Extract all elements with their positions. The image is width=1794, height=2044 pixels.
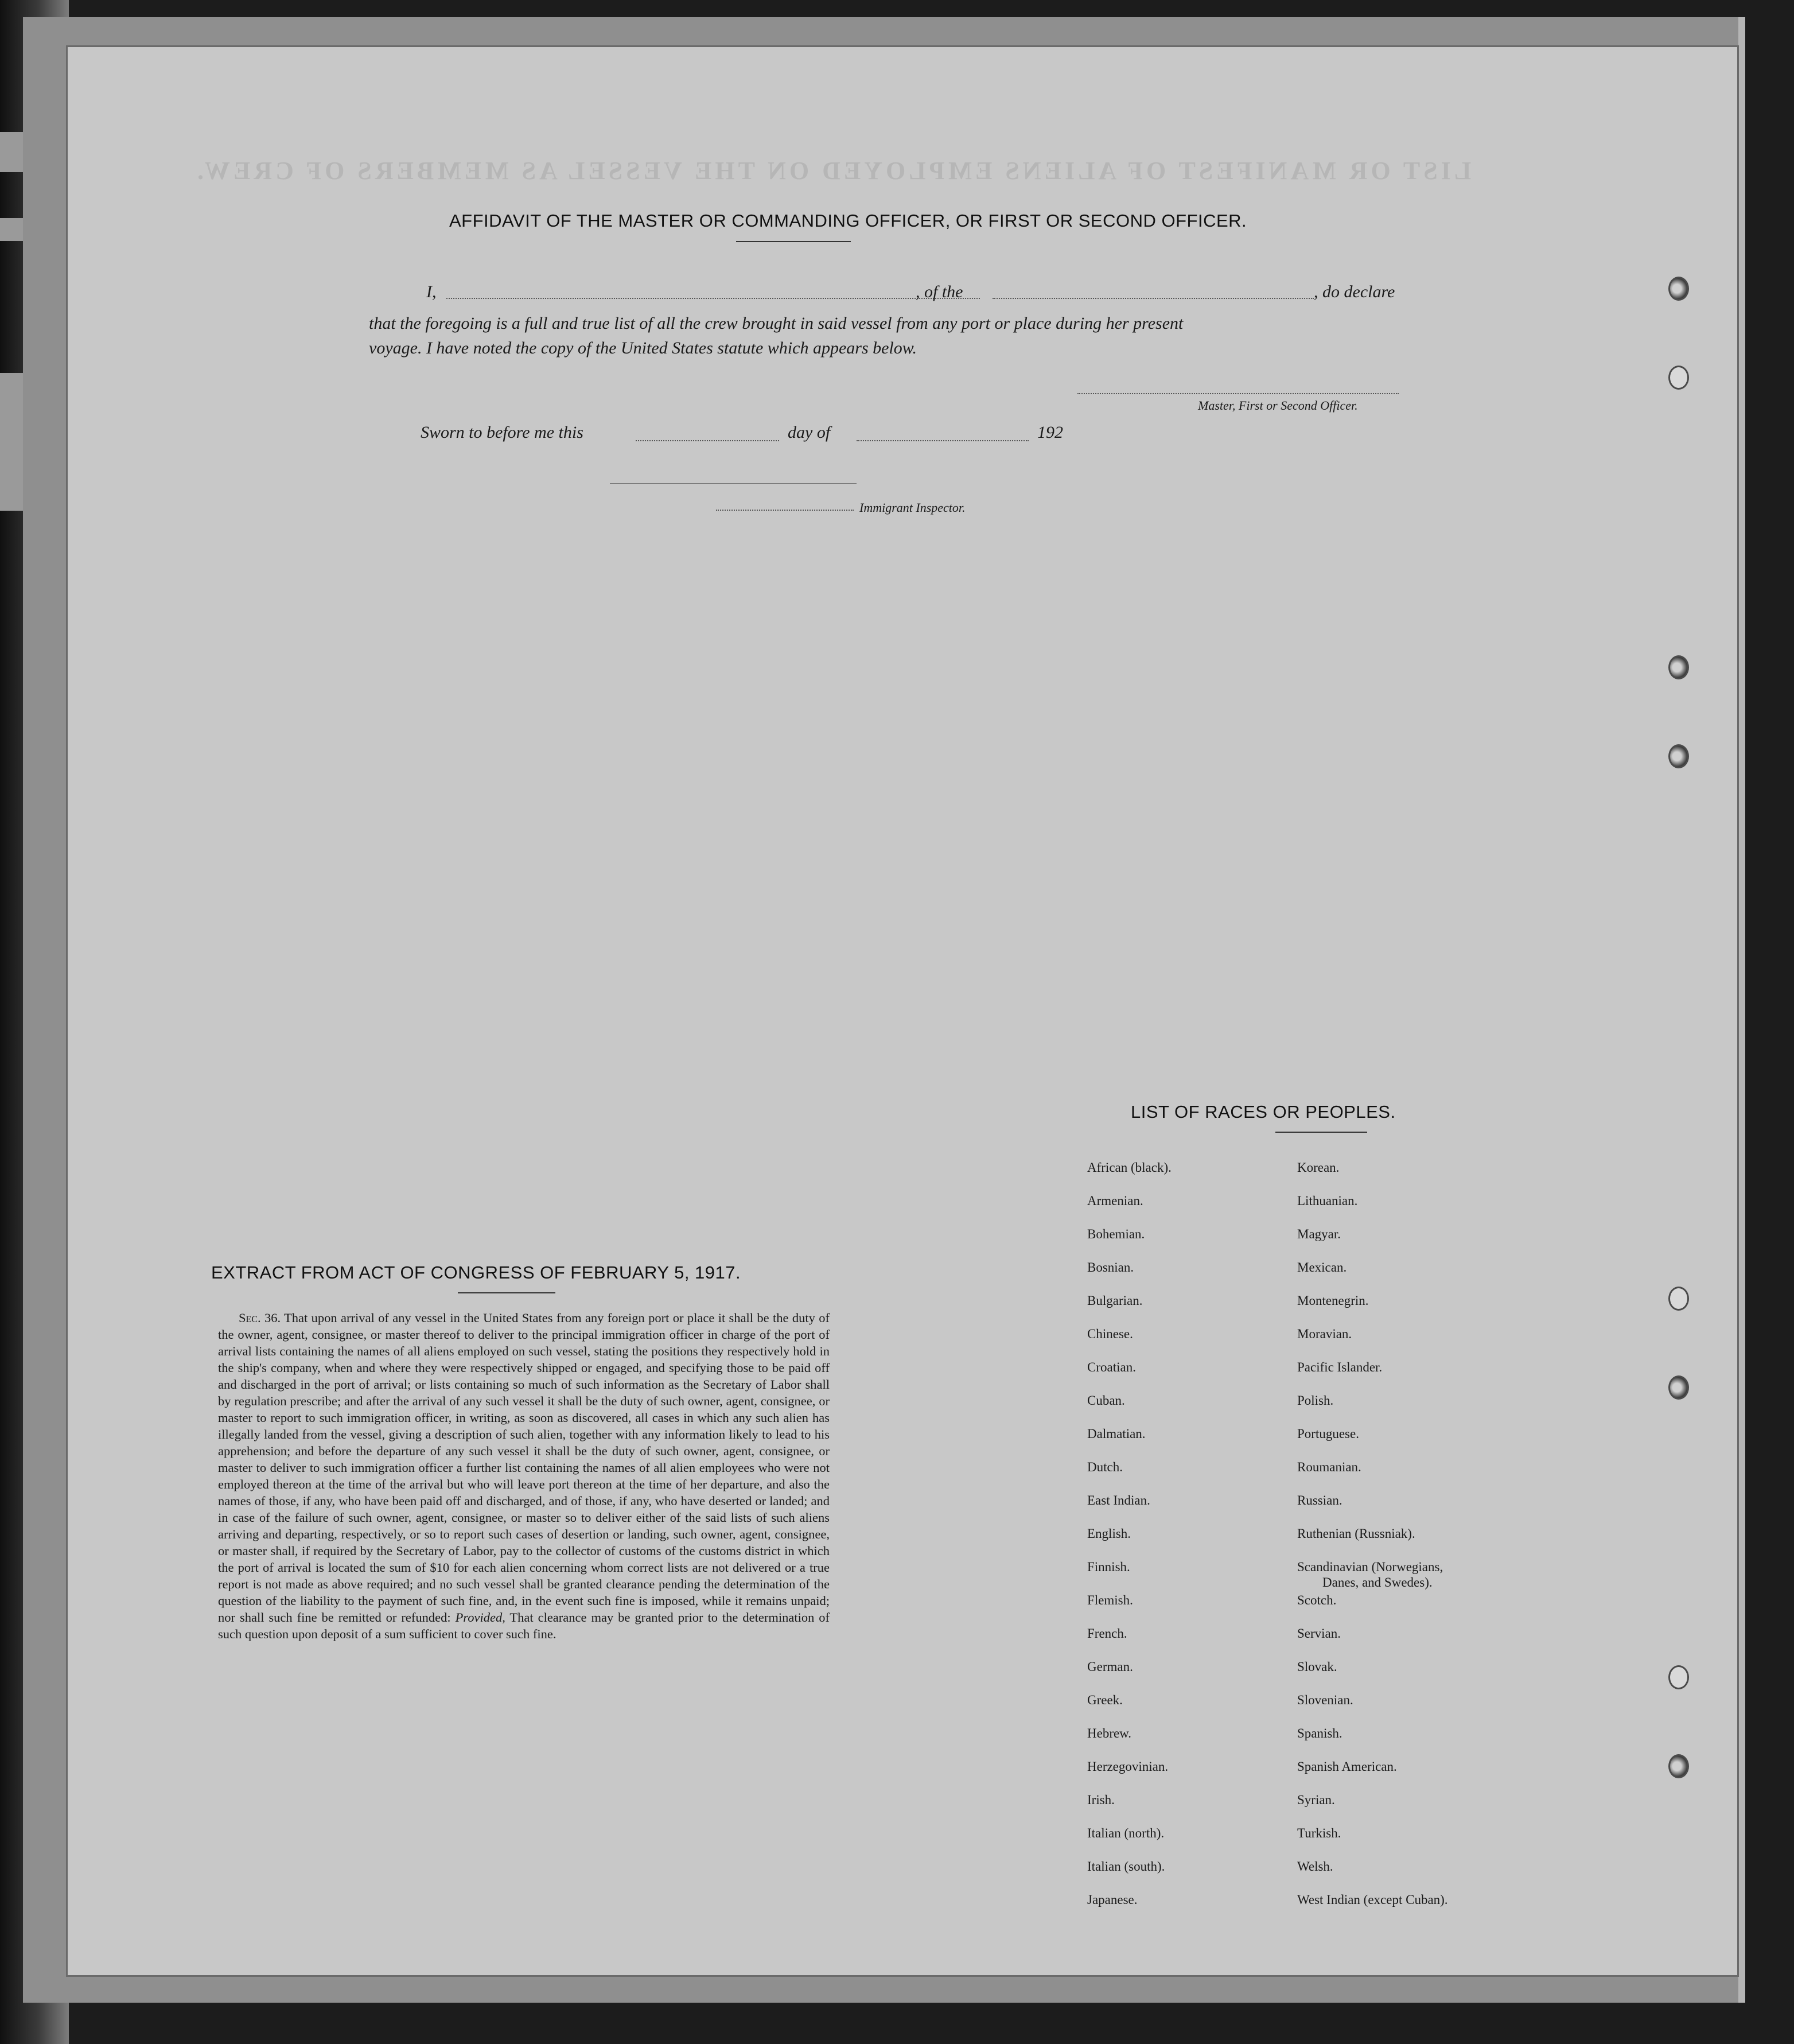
punch-hole: [1668, 655, 1689, 679]
race-item: Mexican.: [1297, 1260, 1347, 1274]
section-number: Sec. 36.: [239, 1311, 281, 1325]
inspector-label: Immigrant Inspector.: [859, 500, 966, 515]
sworn-year: 192: [1037, 423, 1063, 442]
race-item: German.: [1087, 1660, 1133, 1674]
race-item: Turkish.: [1297, 1826, 1341, 1840]
race-item: Montenegrin.: [1297, 1293, 1369, 1308]
vessel-name-field[interactable]: [993, 298, 1314, 299]
race-item: Welsh.: [1297, 1859, 1333, 1874]
race-item: Armenian.: [1087, 1194, 1143, 1208]
race-item: Bosnian.: [1087, 1260, 1134, 1274]
affidavit-line2: that the foregoing is a full and true list of all the crew brought in said vessel from any port or place during her present: [369, 314, 1184, 333]
race-item: Roumanian.: [1297, 1460, 1361, 1474]
race-item: Polish.: [1297, 1393, 1334, 1408]
race-item: Ruthenian (Russniak).: [1297, 1526, 1415, 1541]
race-item: Magyar.: [1297, 1227, 1341, 1241]
race-item: Pacific Islander.: [1297, 1360, 1383, 1374]
races-heading: LIST OF RACES OR PEOPLES.: [1131, 1102, 1396, 1122]
race-item: Scotch.: [1297, 1593, 1337, 1607]
extract-body: [218, 1309, 830, 1642]
race-item: Korean.: [1297, 1160, 1340, 1175]
sworn-day-label: day of: [788, 423, 831, 442]
master-signature-field[interactable]: [1077, 393, 1399, 394]
punch-hole: [1668, 277, 1689, 301]
race-item: Scandinavian (Norwegians,: [1297, 1560, 1443, 1574]
punch-hole: [1668, 1375, 1689, 1400]
master-label: Master, First or Second Officer.: [1198, 398, 1358, 413]
race-item: Syrian.: [1297, 1793, 1335, 1807]
sworn-month-field[interactable]: [857, 440, 1029, 441]
race-item: Spanish.: [1297, 1726, 1342, 1740]
affidavit-line1-start: I,: [426, 282, 437, 301]
race-item: Flemish.: [1087, 1593, 1133, 1607]
race-item: Lithuanian.: [1297, 1194, 1358, 1208]
race-item: Dutch.: [1087, 1460, 1123, 1474]
race-item: Bulgarian.: [1087, 1293, 1143, 1308]
race-item: Croatian.: [1087, 1360, 1136, 1374]
race-item: Hebrew.: [1087, 1726, 1132, 1740]
race-item: Greek.: [1087, 1693, 1123, 1707]
race-item: Dalmatian.: [1087, 1427, 1146, 1441]
race-item: Cuban.: [1087, 1393, 1125, 1408]
extract-text-a: That upon arrival of any vessel in the United States from any foreign port or place it shall be the duty of the owner, agent, consignee, or master thereof to deliver to the principal immigration officer in charge of the port of arrival lists containing the names of all aliens employed on such vessel, stating the positions they respectively hold in the ship's company, when and where they were respectively shipped or engaged, and specifying those to be paid off and discharged in the port of arrival; or lists containing so much of such information as the Secretary of Labor shall by regulation prescribe; and after the arrival of any such vessel it shall be the duty of such owner, agent, consignee, or master to report to such immigration officer, in writing, as soon as discovered, all cases in which any such alien has illegally landed from the vessel, giving a description of such alien, together with any information likely to lead to his apprehension; and before the departure of any such vessel it shall be the duty of such owner, agent, consignee, or master to deliver to such immigration officer a further list containing the names of all alien employees who were not employed thereon at the time of the arrival but who will leave port thereon at the time of her departure, and also the names of those, if any, who have been paid off and discharged, and of those, if any, who have deserted or landed; and in case of the failure of such owner, agent, consignee, or master so to deliver either of the said lists of such aliens arriving and departing, respectively, or so to report such cases of desertion or landing, such owner, agent, consignee, or master shall, if required by the Secretary of Labor, pay to the collector of customs of the customs district in which the port of arrival is located the sum of $10 for each alien concerning whom correct lists are not delivered or a true report is not made as above required; and no such vessel shall be granted clearance pending the determination of the question of the liability to the payment of such fine, and, in the event such fine is imposed, while it remains unpaid; nor shall such fine be remitted or refunded:: [218, 1311, 830, 1625]
extract-heading-rule: [458, 1292, 555, 1293]
affidavit-line1-mid: , of the: [916, 282, 963, 301]
extract-text-b: That clearance may be granted prior to the determination of such question upon deposit of a sum sufficient to cover such fine.: [218, 1610, 830, 1641]
bleed-through-header: LIST OR MANIFEST OF ALIENS EMPLOYED ON THE VESSEL AS MEMBERS OF CREW.: [194, 157, 1472, 185]
affidavit-heading: AFFIDAVIT OF THE MASTER OR COMMANDING OFFICER, OR FIRST OR SECOND OFFICER.: [449, 211, 1247, 231]
race-item: African (black).: [1087, 1160, 1172, 1175]
race-item: East Indian.: [1087, 1493, 1150, 1507]
manifest-page: [68, 47, 1737, 1975]
inspector-signature-field[interactable]: [716, 510, 854, 511]
race-item: Slovak.: [1297, 1660, 1337, 1674]
master-name-field[interactable]: [446, 298, 980, 299]
race-item: English.: [1087, 1526, 1131, 1541]
sworn-start: Sworn to before me this: [421, 423, 583, 442]
affidavit-line1-end: , do declare: [1314, 282, 1395, 301]
race-item: Irish.: [1087, 1793, 1115, 1807]
race-item: Japanese.: [1087, 1893, 1138, 1907]
race-item: West Indian (except Cuban).: [1297, 1893, 1448, 1907]
race-item: Moravian.: [1297, 1327, 1352, 1341]
sworn-day-field[interactable]: [636, 440, 779, 441]
race-item: Spanish American.: [1297, 1759, 1397, 1774]
race-item: Bohemian.: [1087, 1227, 1145, 1241]
punch-hole: [1668, 744, 1689, 768]
punch-hole: [1668, 1287, 1689, 1311]
punch-hole: [1668, 366, 1689, 390]
races-heading-rule: [1275, 1132, 1367, 1133]
race-item: Herzegovinian.: [1087, 1759, 1169, 1774]
race-item: French.: [1087, 1626, 1127, 1641]
affidavit-line3: voyage. I have noted the copy of the United States statute which appears below.: [369, 339, 917, 357]
race-item: Servian.: [1297, 1626, 1341, 1641]
race-item: Finnish.: [1087, 1560, 1130, 1574]
punch-hole: [1668, 1754, 1689, 1778]
provided-word: Provided,: [455, 1610, 505, 1625]
race-item: Italian (north).: [1087, 1826, 1165, 1840]
race-item-continuation: Danes, and Swedes).: [1322, 1575, 1433, 1590]
race-item: Italian (south).: [1087, 1859, 1165, 1874]
race-item: Portuguese.: [1297, 1427, 1359, 1441]
extract-heading: EXTRACT FROM ACT OF CONGRESS OF FEBRUARY 5, 1917.: [211, 1262, 741, 1283]
inspector-rule: [610, 483, 857, 484]
heading-rule: [736, 241, 851, 242]
punch-hole: [1668, 1665, 1689, 1689]
race-item: Russian.: [1297, 1493, 1342, 1507]
race-item: Chinese.: [1087, 1327, 1133, 1341]
race-item: Slovenian.: [1297, 1693, 1353, 1707]
